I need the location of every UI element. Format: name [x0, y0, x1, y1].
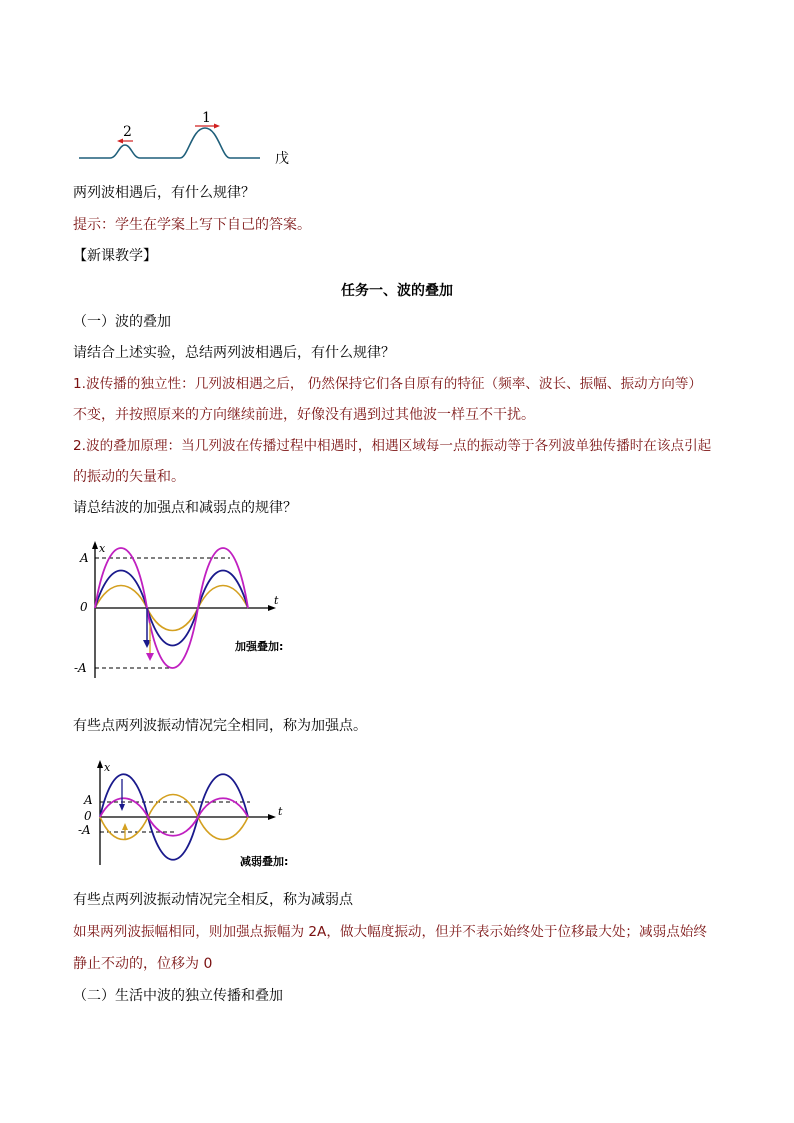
- superposition-line-2: 的振动的矢量和。: [73, 469, 185, 485]
- section-header: 【新课教学】: [73, 248, 157, 264]
- constructive-chart: [70, 538, 310, 683]
- conclusion-line-2: 静止不动的，位移为 0: [73, 956, 213, 972]
- prompt-question: 请结合上述实验，总结两列波相遇后，有什么规律？: [73, 345, 395, 361]
- destructive-chart: [70, 757, 310, 869]
- independence-line-1: 1.波传播的独立性：几列波相遇之后， 仍然保持它们各自原有的特征（频率、波长、振幅、振动方向等）: [73, 376, 703, 392]
- question-text: 两列波相遇后，有什么规律？: [73, 185, 255, 201]
- subsection-title-2: （二）生活中波的独立传播和叠加: [73, 988, 283, 1004]
- origin-label: 0: [80, 600, 88, 614]
- prompt-question-2: 请总结波的加强点和减弱点的规律？: [73, 500, 297, 516]
- axis-t-label: t: [278, 805, 283, 818]
- hint-text: 提示：学生在学案上写下自己的答案。: [73, 217, 311, 233]
- axis-x-label: x: [99, 542, 106, 555]
- neg-amplitude-label: -A: [74, 661, 87, 675]
- subsection-title: （一）波的叠加: [73, 314, 171, 330]
- chart-caption: 减弱叠加:: [240, 855, 289, 868]
- constructive-text: 有些点两列波振动情况完全相同，称为加强点。: [73, 718, 367, 734]
- figure-caption: 戊: [275, 151, 289, 167]
- neg-amplitude-label: -A: [78, 823, 91, 837]
- destructive-text: 有些点两列波振动情况完全相反，称为减弱点: [73, 892, 353, 908]
- chart-caption: 加强叠加:: [235, 640, 284, 653]
- pulse-2-label: 2: [123, 124, 132, 140]
- axis-x-label: x: [104, 761, 111, 774]
- conclusion-line-1: 如果两列波振幅相同，则加强点振幅为 2A，做大幅度振动，但并不表示始终处于位移最大处；减弱点始终: [73, 924, 707, 940]
- wave-pulse-figure: [75, 108, 305, 168]
- wave-pulse-line: [79, 128, 260, 158]
- amplitude-label: A: [80, 551, 89, 565]
- independence-line-2: 不变，并按照原来的方向继续前进，好像没有遇到过其他波一样互不干扰。: [73, 407, 535, 423]
- superposition-line-1: 2.波的叠加原理：当几列波在传播过程中相遇时，相遇区域每一点的振动等于各列波单独传播时在该点引起: [73, 438, 712, 454]
- amplitude-label: A: [84, 793, 93, 807]
- pulse-1-label: 1: [202, 110, 211, 126]
- origin-label: 0: [84, 809, 92, 823]
- axis-t-label: t: [274, 594, 279, 607]
- task-title: 任务一、波的叠加: [341, 283, 453, 299]
